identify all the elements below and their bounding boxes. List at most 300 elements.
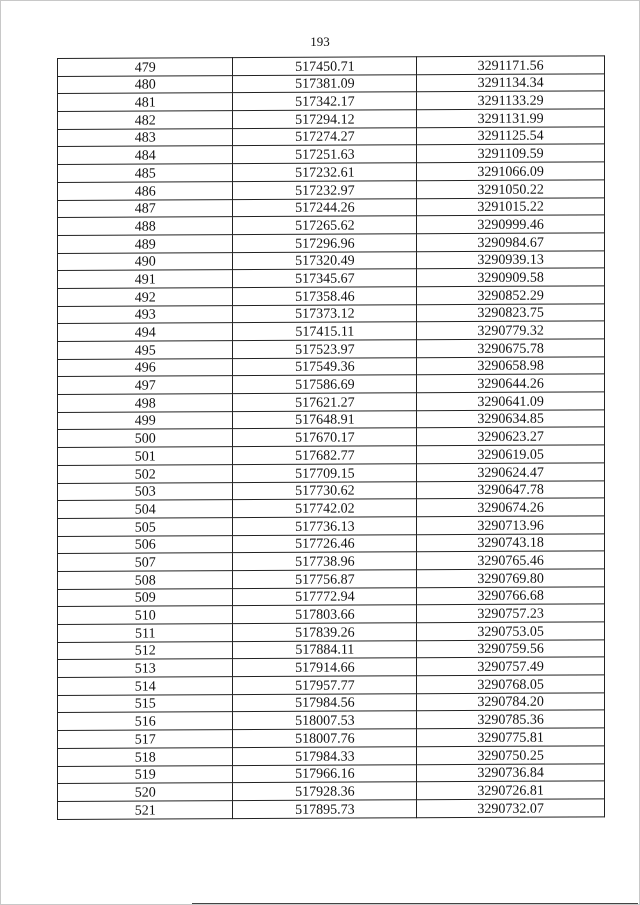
table-row [58, 551, 605, 571]
y-coordinate-cell [417, 693, 605, 712]
table-row [58, 799, 605, 819]
point-number-cell [58, 376, 233, 395]
cell-text: 517730.62 [295, 483, 355, 500]
cell-text: 517928.36 [295, 784, 355, 800]
cell-text: 484 [134, 148, 156, 164]
table-row [58, 410, 605, 430]
y-coordinate-cell [417, 357, 605, 376]
cell-text: 499 [134, 413, 156, 430]
cell-text: 517984.33 [295, 749, 355, 765]
cell-text: 517232.97 [295, 183, 355, 199]
cell-text: 505 [134, 520, 156, 536]
cell-text: 517265.62 [295, 218, 355, 234]
point-number-cell [58, 252, 233, 271]
point-number-cell [58, 146, 233, 165]
cell-text: 517736.13 [295, 519, 355, 535]
y-coordinate-cell [417, 321, 605, 340]
y-coordinate-cell [417, 551, 605, 570]
cell-text: 519 [134, 767, 156, 783]
y-coordinate-cell [417, 427, 605, 446]
cell-text: 3290939.13 [477, 252, 544, 269]
y-coordinate-cell [417, 640, 605, 659]
cell-text: 3290769.80 [477, 571, 544, 587]
table-row [58, 640, 605, 660]
cell-text: 3290726.81 [477, 783, 544, 799]
y-coordinate-cell [417, 162, 605, 181]
point-number-cell [58, 783, 233, 802]
bottom-rule [192, 903, 638, 904]
cell-text: 3291171.56 [477, 58, 544, 74]
cell-text: 517244.26 [295, 200, 355, 217]
x-coordinate-cell [233, 251, 417, 270]
cell-text: 517772.94 [295, 589, 355, 606]
y-coordinate-cell [417, 445, 605, 464]
point-number-cell [58, 111, 233, 130]
cell-text: 485 [134, 166, 156, 182]
y-coordinate-cell [417, 781, 605, 800]
y-coordinate-cell [417, 250, 605, 269]
cell-text: 517358.46 [295, 289, 355, 305]
y-coordinate-cell [417, 622, 605, 641]
cell-text: 3290757.23 [477, 606, 544, 622]
cell-text: 518 [134, 750, 156, 766]
cell-text: 3290757.49 [477, 659, 544, 676]
point-number-cell [58, 323, 233, 342]
cell-text: 3290674.26 [477, 500, 544, 516]
cell-text: 511 [134, 626, 156, 642]
cell-text: 3291109.59 [477, 146, 544, 163]
x-coordinate-cell [233, 110, 417, 129]
x-coordinate-cell [233, 640, 417, 659]
y-coordinate-cell [417, 710, 605, 729]
cell-text: 3290779.32 [477, 323, 544, 339]
cell-text: 491 [134, 272, 156, 288]
cell-text: 497 [134, 378, 156, 394]
x-coordinate-cell [233, 782, 417, 801]
x-coordinate-cell [233, 181, 417, 200]
point-number-cell [58, 429, 233, 448]
x-coordinate-cell [233, 393, 417, 412]
x-coordinate-cell [233, 163, 417, 182]
y-coordinate-cell [417, 498, 605, 517]
y-coordinate-cell [417, 180, 605, 199]
table-row [58, 480, 605, 500]
coordinate-table [57, 55, 605, 819]
cell-text: 517549.36 [295, 359, 355, 376]
cell-text: 3291015.22 [477, 199, 544, 216]
table-row [58, 427, 605, 447]
x-coordinate-cell [233, 711, 417, 730]
table-row [58, 215, 605, 235]
table-row [58, 250, 605, 270]
x-coordinate-cell [233, 57, 417, 76]
cell-text: 494 [134, 325, 156, 341]
table-row [58, 127, 605, 147]
point-number-cell [58, 588, 233, 607]
cell-text: 3291133.29 [477, 93, 544, 110]
cell-text: 3290732.07 [477, 801, 544, 817]
cell-text: 517895.73 [295, 802, 355, 818]
cell-text: 517320.49 [295, 253, 355, 270]
x-coordinate-cell [233, 499, 417, 518]
cell-text: 510 [134, 608, 156, 624]
cell-text: 517345.67 [295, 271, 355, 287]
x-coordinate-cell [233, 74, 417, 93]
y-coordinate-cell [417, 799, 605, 818]
point-number-cell [58, 571, 233, 590]
y-coordinate-cell [417, 109, 605, 128]
cell-text: 517756.87 [295, 572, 355, 588]
y-coordinate-cell [417, 463, 605, 482]
point-number-cell [58, 482, 233, 501]
point-number-cell [58, 694, 233, 713]
cell-text: 517648.91 [295, 412, 355, 429]
point-number-cell [58, 801, 233, 820]
cell-text: 3290743.18 [477, 535, 544, 552]
y-coordinate-cell [417, 197, 605, 216]
x-coordinate-cell [233, 410, 417, 429]
cell-text: 3290775.81 [477, 730, 544, 746]
cell-text: 490 [134, 254, 156, 270]
point-number-cell [58, 58, 233, 77]
cell-text: 517274.27 [295, 129, 355, 146]
y-coordinate-cell [417, 91, 605, 110]
cell-text: 3290759.56 [477, 641, 544, 658]
cell-text: 3290658.98 [477, 358, 544, 375]
point-number-cell [58, 93, 233, 112]
table-row [58, 675, 605, 695]
cell-text: 501 [134, 449, 156, 465]
table-row [58, 144, 605, 164]
table-row [58, 463, 605, 483]
x-coordinate-cell [233, 287, 417, 306]
y-coordinate-cell [417, 56, 605, 75]
table-row [58, 586, 605, 606]
x-coordinate-cell [233, 322, 417, 341]
cell-text: 502 [134, 467, 156, 483]
cell-text: 517294.12 [295, 112, 355, 128]
point-number-cell [58, 341, 233, 360]
cell-text: 520 [134, 785, 156, 801]
x-coordinate-cell [233, 481, 417, 500]
point-number-cell [58, 712, 233, 731]
table-row [58, 445, 605, 465]
cell-text: 482 [134, 113, 156, 129]
point-number-cell [58, 553, 233, 572]
table-row [58, 180, 605, 200]
point-number-cell [58, 199, 233, 218]
point-number-cell [58, 75, 233, 94]
cell-text: 517523.97 [295, 342, 355, 358]
cell-text: 489 [134, 237, 156, 253]
cell-text: 517682.77 [295, 448, 355, 464]
x-coordinate-cell [233, 92, 417, 111]
cell-text: 521 [134, 803, 156, 819]
y-coordinate-cell [417, 144, 605, 163]
cell-text: 509 [134, 590, 156, 606]
point-number-cell [58, 217, 233, 236]
y-coordinate-cell [417, 374, 605, 393]
x-coordinate-cell [233, 517, 417, 536]
x-coordinate-cell [233, 234, 417, 253]
cell-text: 3290623.27 [477, 429, 544, 446]
y-coordinate-cell [417, 215, 605, 234]
table-row [58, 91, 605, 111]
table-row [58, 339, 605, 359]
cell-text: 3290624.47 [477, 465, 544, 481]
cell-text: 3290984.67 [477, 235, 544, 251]
point-number-cell [58, 606, 233, 625]
cell-text: 3290647.78 [477, 482, 544, 499]
cell-text: 507 [134, 555, 156, 571]
x-coordinate-cell [233, 216, 417, 235]
y-coordinate-cell [417, 763, 605, 782]
table-row [58, 622, 605, 642]
cell-text: 487 [134, 201, 156, 217]
cell-text: 3290713.96 [477, 518, 544, 534]
cell-text: 488 [134, 219, 156, 235]
cell-text: 483 [134, 130, 156, 147]
point-number-cell [58, 464, 233, 483]
cell-text: 517373.12 [295, 306, 355, 323]
table-row [58, 728, 605, 748]
x-coordinate-cell [233, 658, 417, 677]
x-coordinate-cell [233, 764, 417, 783]
point-number-cell [58, 181, 233, 200]
table-row [58, 516, 605, 536]
y-coordinate-cell [417, 480, 605, 499]
x-coordinate-cell [233, 552, 417, 571]
cell-text: 3290823.75 [477, 305, 544, 322]
point-number-cell [58, 164, 233, 183]
cell-text: 503 [134, 484, 156, 500]
point-number-cell [58, 411, 233, 430]
y-coordinate-cell [417, 127, 605, 146]
x-coordinate-cell [233, 357, 417, 376]
y-coordinate-cell [417, 657, 605, 676]
x-coordinate-cell [233, 198, 417, 217]
table-row [58, 303, 605, 323]
table-row [58, 268, 605, 288]
table-row [58, 286, 605, 306]
point-number-cell [58, 518, 233, 537]
cell-text: 3290766.68 [477, 588, 544, 605]
page-number: 193 [310, 34, 330, 49]
table-row [58, 710, 605, 730]
x-coordinate-cell [233, 729, 417, 748]
x-coordinate-cell [233, 623, 417, 642]
cell-text: 516 [134, 714, 156, 730]
cell-text: 517966.16 [295, 766, 355, 783]
cell-text: 517251.63 [295, 147, 355, 163]
cell-text: 512 [134, 643, 156, 659]
cell-text: 517415.11 [295, 324, 355, 340]
cell-text: 517342.17 [295, 94, 355, 110]
table-row [58, 693, 605, 713]
cell-text: 3290675.78 [477, 341, 544, 357]
cell-text: 506 [134, 537, 156, 553]
table-body [58, 56, 605, 819]
x-coordinate-cell [233, 269, 417, 288]
table-row [58, 162, 605, 182]
cell-text: 3291125.54 [477, 129, 544, 145]
table-row [58, 604, 605, 624]
y-coordinate-cell [417, 516, 605, 535]
x-coordinate-cell [233, 693, 417, 712]
cell-text: 517914.66 [295, 660, 355, 676]
x-coordinate-cell [233, 747, 417, 766]
cell-text: 517381.09 [295, 76, 355, 93]
cell-text: 517232.61 [295, 165, 355, 181]
x-coordinate-cell [233, 464, 417, 483]
cell-text: 3290644.26 [477, 376, 544, 393]
y-coordinate-cell [417, 303, 605, 322]
point-number-cell [58, 535, 233, 554]
cell-text: 517839.26 [295, 625, 355, 641]
cell-text: 517586.69 [295, 377, 355, 393]
y-coordinate-cell [417, 746, 605, 765]
cell-text: 496 [134, 360, 156, 376]
cell-text: 508 [134, 573, 156, 589]
point-number-cell [58, 677, 233, 696]
cell-text: 480 [134, 77, 156, 93]
cell-text: 481 [134, 95, 156, 111]
cell-text: 518007.53 [295, 713, 355, 729]
table-row [58, 374, 605, 394]
table-row [58, 233, 605, 253]
point-number-cell [58, 765, 233, 784]
cell-text: 517803.66 [295, 607, 355, 623]
x-coordinate-cell [233, 605, 417, 624]
y-coordinate-cell [417, 74, 605, 93]
x-coordinate-cell [233, 304, 417, 323]
cell-text: 3290785.36 [477, 712, 544, 729]
cell-text: 3290909.58 [477, 270, 544, 286]
y-coordinate-cell [417, 728, 605, 747]
cell-text: 517957.77 [295, 678, 355, 694]
table-row [58, 197, 605, 217]
cell-text: 498 [134, 396, 156, 412]
point-number-cell [58, 730, 233, 749]
x-coordinate-cell [233, 446, 417, 465]
point-number-cell [58, 624, 233, 643]
cell-text: 517 [134, 732, 156, 748]
y-coordinate-cell [417, 268, 605, 287]
point-number-cell [58, 305, 233, 324]
cell-text: 479 [134, 60, 156, 76]
point-number-cell [58, 641, 233, 660]
point-number-cell [58, 288, 233, 307]
table-row [58, 746, 605, 766]
x-coordinate-cell [233, 800, 417, 819]
cell-text: 517709.15 [295, 466, 355, 482]
cell-text: 517296.96 [295, 236, 355, 252]
x-coordinate-cell [233, 127, 417, 146]
x-coordinate-cell [233, 375, 417, 394]
cell-text: 517738.96 [295, 554, 355, 570]
point-number-cell [58, 270, 233, 289]
point-number-cell [58, 447, 233, 466]
cell-text: 3290641.09 [477, 394, 544, 410]
table-row [58, 109, 605, 129]
point-number-cell [58, 747, 233, 766]
table-row [58, 392, 605, 412]
cell-text: 495 [134, 343, 156, 359]
y-coordinate-cell [417, 675, 605, 694]
cell-text: 3290999.46 [477, 217, 544, 233]
cell-text: 3290753.05 [477, 624, 544, 640]
y-coordinate-cell [417, 233, 605, 252]
x-coordinate-cell [233, 587, 417, 606]
point-number-cell [58, 659, 233, 678]
cell-text: 3290736.84 [477, 765, 544, 782]
x-coordinate-cell [233, 534, 417, 553]
cell-text: 517670.17 [295, 430, 355, 446]
x-coordinate-cell [233, 340, 417, 359]
table-row [58, 569, 605, 589]
y-coordinate-cell [417, 586, 605, 605]
cell-text: 514 [134, 679, 156, 695]
table-row [58, 56, 605, 76]
point-number-cell [58, 128, 233, 147]
table-row [58, 763, 605, 783]
y-coordinate-cell [417, 410, 605, 429]
coordinate-table-wrapper [57, 55, 597, 819]
x-coordinate-cell [233, 428, 417, 447]
point-number-cell [58, 394, 233, 413]
y-coordinate-cell [417, 286, 605, 305]
cell-text: 3291134.34 [477, 75, 544, 92]
cell-text: 3291050.22 [477, 182, 544, 198]
cell-text: 517450.71 [295, 59, 355, 75]
cell-text: 3291066.09 [477, 164, 544, 180]
y-coordinate-cell [417, 533, 605, 552]
cell-text: 492 [134, 290, 156, 306]
cell-text: 3290765.46 [477, 553, 544, 569]
y-coordinate-cell [417, 604, 605, 623]
cell-text: 517726.46 [295, 536, 355, 553]
cell-text: 3290768.05 [477, 677, 544, 693]
cell-text: 3291131.99 [477, 111, 544, 127]
table-row [58, 357, 605, 377]
cell-text: 518007.76 [295, 731, 355, 747]
point-number-cell [58, 500, 233, 519]
cell-text: 517984.56 [295, 695, 355, 712]
cell-text: 517621.27 [295, 395, 355, 411]
y-coordinate-cell [417, 569, 605, 588]
cell-text: 504 [134, 502, 156, 518]
cell-text: 3290852.29 [477, 288, 544, 304]
table-row [58, 74, 605, 94]
table-row [58, 321, 605, 341]
cell-text: 486 [134, 184, 156, 200]
point-number-cell [58, 235, 233, 254]
x-coordinate-cell [233, 570, 417, 589]
table-row [58, 498, 605, 518]
cell-text: 515 [134, 696, 156, 713]
cell-text: 517742.02 [295, 501, 355, 517]
cell-text: 3290634.85 [477, 412, 544, 428]
x-coordinate-cell [233, 145, 417, 164]
table-row [58, 781, 605, 801]
y-coordinate-cell [417, 339, 605, 358]
table-row [58, 533, 605, 553]
cell-text: 500 [134, 431, 156, 447]
x-coordinate-cell [233, 676, 417, 695]
cell-text: 3290619.05 [477, 447, 544, 463]
cell-text: 3290784.20 [477, 695, 544, 711]
table-row [58, 657, 605, 677]
